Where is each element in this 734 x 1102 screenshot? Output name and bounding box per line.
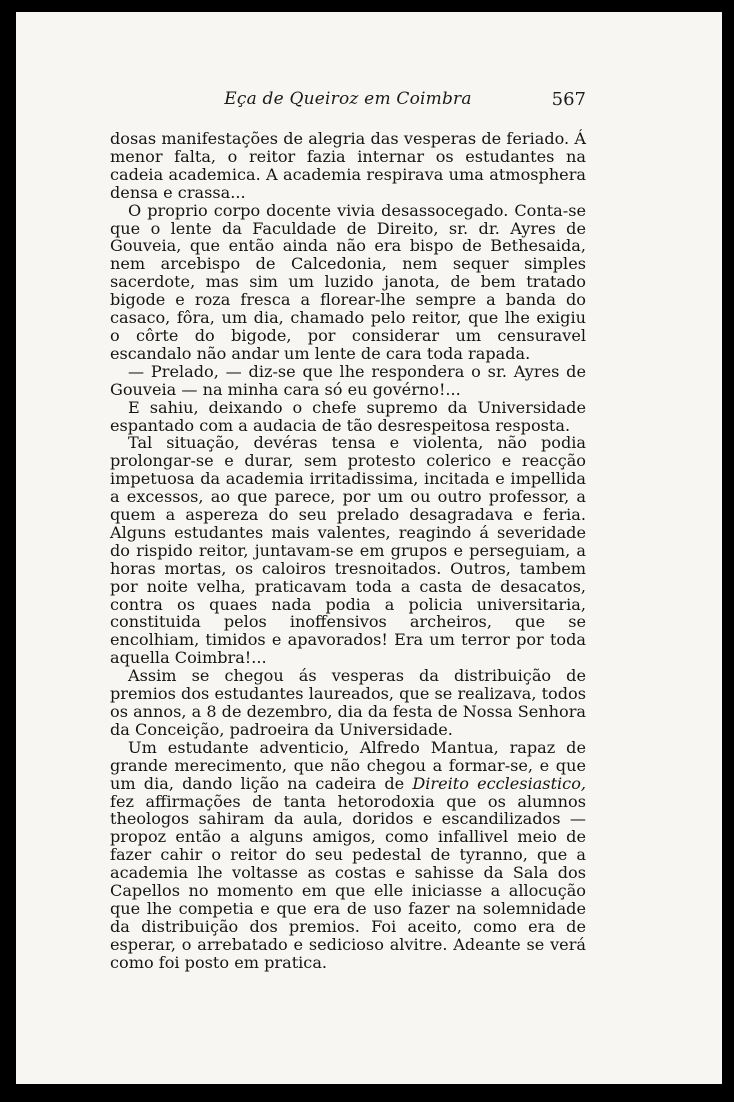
paragraph-text: fez affirmações de tanta hetorodoxia que os alumnos theologos sahiram da aula, doridos e escandilizados — propoz então a alguns amigos, como infallivel meio de fazer cahir o reitor do seu pedestal de tyranno, que a academia lhe voltasse as costas e sahisse da Sala dos Capellos no momento em que elle iniciasse a allocução que lhe competia e que era de uso fazer na solemnidade da distribuição dos premios. Foi aceito, como era de esperar, o arrebatado e sedicioso alvitre. Adeante se verá como foi posto em pratica. <box>110 791 586 972</box>
paragraph: — Prelado, — diz-se que lhe respondera o sr. Ayres de Gouveia — na minha cara só eu govérno!... <box>110 361 586 399</box>
body-text <box>110 130 586 972</box>
running-title: Eça de Queiroz em Coimbra <box>224 89 472 109</box>
page-header <box>110 89 586 115</box>
italic-text: Direito ecclesiastico, <box>412 773 586 793</box>
paragraph: Tal situação, devéras tensa e violenta, não podia prolongar-se e durar, sem protesto colerico e reacção impetuosa da academia irritadissima, incitada e impellida a excessos, ao que parece, por um ou outro professor, a quem a aspereza do seu prelado desagradava e feria. Alguns estudantes mais valentes, reagindo á severidade do rispido reitor, juntavam-se em grupos e perseguiam, a horas mortas, os caloiros tresnoitados. Outros, tambem por noite velha, praticavam toda a casta de desacatos, contra os quaes nada podia a policia universitaria, constituida pelos inoffensivos archeiros, que se encolhiam, timidos e apavorados! Era um terror por toda aquella Coimbra!... <box>110 433 586 668</box>
paragraph-text: Um estudante adventicio, Alfredo Mantua, rapaz de grande merecimento, que não chegou a formar-se, e que um dia, dando lição na cadeira de <box>110 737 586 793</box>
paragraph: E sahiu, deixando o chefe supremo da Universidade espantado com a audacia de tão desrespeitosa resposta. <box>110 397 586 435</box>
paragraph <box>110 739 586 972</box>
paragraph: O proprio corpo docente vivia desassocegado. Conta-se que o lente da Faculdade de Direito, sr. dr. Ayres de Gouveia, que então ainda não era bispo de Bethesaida, nem arcebispo de Calcedonia, nem sequer simples sacerdote, mas sim um luzido janota, de bem tratado bigode e roza fresca a florear-lhe sempre a banda do casaco, fôra, um dia, chamado pelo reitor, que lhe exigiu o côrte do bigode, por considerar um censuravel escandalo não andar um lente de cara toda rapada. <box>110 200 586 363</box>
paragraph: dosas manifestações de alegria das vesperas de feriado. Á menor falta, o reitor fazia internar os estudantes na cadeia academica. A academia respirava uma atmosphera densa e crassa... <box>110 129 586 202</box>
page-number: 567 <box>551 89 586 110</box>
paragraph: Assim se chegou ás vesperas da distribuição de premios dos estudantes laureados, que se realizava, todos os annos, a 8 de dezembro, dia da festa de Nossa Senhora da Conceição, padroeira da Universidade. <box>110 666 586 739</box>
